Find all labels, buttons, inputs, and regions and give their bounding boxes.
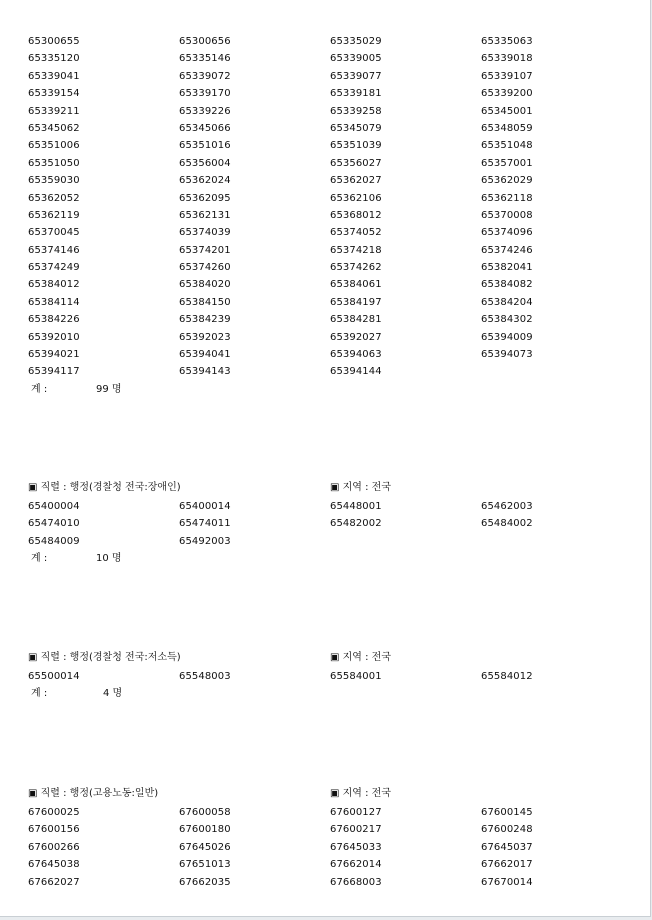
exam-number: 65368012: [330, 209, 382, 221]
exam-number: 65374052: [330, 227, 382, 239]
exam-number: 65362029: [481, 175, 533, 187]
exam-number-grid: [28, 668, 632, 685]
region-heading: ▣ 지역 : 전국: [330, 788, 391, 799]
exam-number: 65362027: [330, 175, 382, 187]
exam-number: 65339018: [481, 53, 533, 65]
exam-number: 67600025: [28, 807, 80, 818]
exam-number: 65339072: [179, 70, 231, 82]
exam-number: 65374201: [179, 244, 231, 256]
exam-number: 65584012: [481, 671, 533, 682]
exam-number: 65392023: [179, 331, 231, 343]
region-heading: ▣ 지역 : 전국: [330, 482, 391, 493]
total-count: 99 명: [96, 383, 122, 395]
exam-number: 65339170: [179, 88, 231, 100]
exam-number: 65339226: [179, 105, 231, 117]
exam-number: 67662035: [179, 876, 231, 888]
passer-list-section: [28, 480, 632, 568]
exam-number: 67600180: [179, 824, 231, 836]
exam-number: 65400004: [28, 501, 80, 512]
exam-number: 65384226: [28, 314, 80, 326]
exam-number: 65339181: [330, 88, 382, 100]
exam-number: 65384012: [28, 279, 80, 291]
exam-number: 65339107: [481, 70, 533, 82]
exam-number: 65339005: [330, 53, 382, 65]
exam-number: 65394063: [330, 349, 382, 361]
total-label: 계 :: [31, 553, 48, 565]
exam-number: 65500014: [28, 671, 80, 682]
exam-number: 65384150: [179, 296, 231, 308]
exam-number: 65362024: [179, 175, 231, 187]
exam-number: 65394143: [179, 366, 231, 378]
exam-number: 65362106: [330, 192, 382, 204]
exam-number: 67662017: [481, 859, 533, 871]
exam-number: 65384082: [481, 279, 533, 291]
exam-number: 65374249: [28, 262, 80, 274]
exam-number: 65392027: [330, 331, 382, 343]
exam-number: 65351006: [28, 140, 80, 152]
exam-number: 65370045: [28, 227, 80, 239]
exam-number: 65351039: [330, 140, 382, 152]
exam-number: 65384114: [28, 296, 80, 308]
exam-number: 65339041: [28, 70, 80, 82]
exam-number: 65356027: [330, 157, 382, 169]
section-header: [28, 650, 632, 668]
position-heading: ▣ 직렬 : 행정(경찰청 전국:저소득): [28, 652, 181, 663]
passer-list-section: [28, 786, 632, 891]
exam-number: 65351016: [179, 140, 231, 152]
exam-number: 65300656: [179, 36, 231, 47]
exam-number: 65400014: [179, 501, 231, 512]
exam-number: 67600145: [481, 807, 533, 818]
exam-number: 65384061: [330, 279, 382, 291]
exam-number: 65394041: [179, 349, 231, 361]
exam-number: 65384239: [179, 314, 231, 326]
exam-number: 65362118: [481, 192, 533, 204]
exam-number: 67645026: [179, 841, 231, 853]
exam-number: 65374260: [179, 262, 231, 274]
exam-number: 65394117: [28, 366, 80, 378]
total-label: 계 :: [31, 383, 48, 395]
exam-number: 67600058: [179, 807, 231, 818]
exam-number: 65484009: [28, 535, 80, 547]
position-heading: ▣ 직렬 : 행정(경찰청 전국:장애인): [28, 482, 181, 493]
exam-number: 65351048: [481, 140, 533, 152]
exam-number: 67645037: [481, 841, 533, 853]
exam-number: 65394073: [481, 349, 533, 361]
exam-number: 67668003: [330, 876, 382, 888]
section-header: [28, 480, 632, 498]
exam-number: 65359030: [28, 175, 80, 187]
exam-number: 65345079: [330, 122, 382, 134]
exam-number: 67600217: [330, 824, 382, 836]
exam-number: 65339211: [28, 105, 80, 117]
exam-number: 65335146: [179, 53, 231, 65]
total-count: 10 명: [96, 553, 122, 565]
exam-number: 65339154: [28, 88, 80, 100]
exam-number: 65382041: [481, 262, 533, 274]
total-count: 4 명: [103, 688, 123, 700]
exam-number: 65584001: [330, 671, 382, 682]
exam-number: 65339077: [330, 70, 382, 82]
exam-number: 65362052: [28, 192, 80, 204]
exam-number: 65484002: [481, 518, 533, 530]
exam-number-grid: [28, 498, 632, 550]
exam-number: 65448001: [330, 501, 382, 512]
exam-number-grid: [28, 33, 632, 381]
exam-number: 65394021: [28, 349, 80, 361]
exam-number: 65345001: [481, 105, 533, 117]
exam-number: 67645038: [28, 859, 80, 871]
exam-number: 65351050: [28, 157, 80, 169]
exam-number: 65362131: [179, 209, 231, 221]
total-row: [28, 550, 632, 568]
section-header: [28, 786, 632, 804]
exam-number: 65474010: [28, 518, 80, 530]
position-heading: ▣ 직렬 : 행정(고용노동:일반): [28, 788, 159, 799]
exam-number: 65462003: [481, 501, 533, 512]
exam-number: 65394144: [330, 366, 382, 378]
total-row: [28, 685, 632, 703]
exam-number: 65335120: [28, 53, 80, 65]
exam-number: 65357001: [481, 157, 533, 169]
exam-number: 65384302: [481, 314, 533, 326]
exam-number: 65374246: [481, 244, 533, 256]
exam-number: 65345066: [179, 122, 231, 134]
exam-number: 65362119: [28, 209, 80, 221]
exam-number: 67670014: [481, 876, 533, 888]
total-label: 계 :: [31, 688, 48, 700]
exam-number: 65474011: [179, 518, 231, 530]
exam-number: 67600156: [28, 824, 80, 836]
exam-number: 65356004: [179, 157, 231, 169]
exam-number: 65384204: [481, 296, 533, 308]
exam-number: 65335029: [330, 36, 382, 47]
exam-number: 65348059: [481, 122, 533, 134]
exam-number: 65374262: [330, 262, 382, 274]
exam-number: 65384020: [179, 279, 231, 291]
passer-list-section: [28, 33, 632, 399]
exam-number: 65374039: [179, 227, 231, 239]
exam-number: 65374218: [330, 244, 382, 256]
exam-number: 65548003: [179, 671, 231, 682]
exam-number: 65362095: [179, 192, 231, 204]
exam-number: 65335063: [481, 36, 533, 47]
exam-number: 65339200: [481, 88, 533, 100]
exam-number: 65384281: [330, 314, 382, 326]
exam-number: 65370008: [481, 209, 533, 221]
total-row: [28, 381, 632, 399]
exam-number: 67645033: [330, 841, 382, 853]
exam-number: 67600266: [28, 841, 80, 853]
exam-number: 65394009: [481, 331, 533, 343]
passer-list-section: [28, 650, 632, 703]
exam-number: 67662014: [330, 859, 382, 871]
exam-number: 65339258: [330, 105, 382, 117]
exam-number: 65345062: [28, 122, 80, 134]
exam-number: 67600248: [481, 824, 533, 836]
exam-number: 67600127: [330, 807, 382, 818]
exam-number: 65392010: [28, 331, 80, 343]
exam-number-grid: [28, 804, 632, 891]
exam-number: 65384197: [330, 296, 382, 308]
exam-number: 65374096: [481, 227, 533, 239]
exam-number: 67662027: [28, 876, 80, 888]
exam-number: 65374146: [28, 244, 80, 256]
exam-number: 65492003: [179, 535, 231, 547]
exam-number: 67651013: [179, 859, 231, 871]
exam-number: 65300655: [28, 36, 80, 47]
exam-number: 65482002: [330, 518, 382, 530]
region-heading: ▣ 지역 : 전국: [330, 652, 391, 663]
